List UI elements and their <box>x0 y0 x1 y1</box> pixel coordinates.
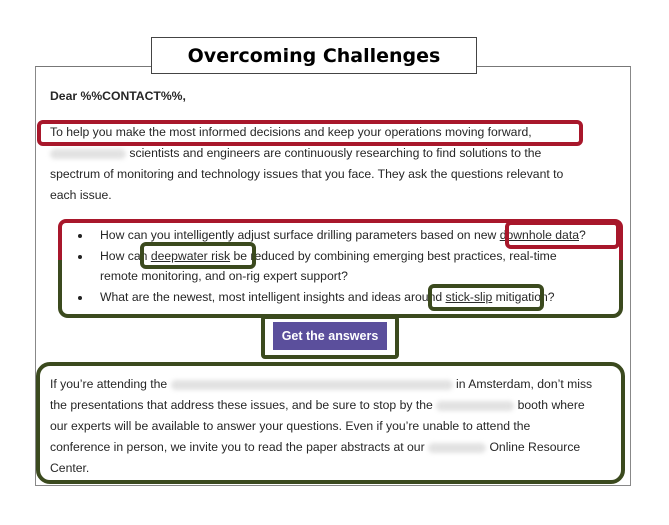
stick-slip-link[interactable]: stick-slip <box>445 290 493 304</box>
closing-line-2 <box>50 395 585 415</box>
redacted-event-name <box>171 380 453 390</box>
list-item <box>100 246 557 266</box>
closing-line-1-end: in Amsterdam, don’t miss <box>456 377 593 391</box>
intro-line-3: spectrum of monitoring and technology issues that you face. They ask the questions relevant to <box>50 167 564 181</box>
closing-line-4-start: conference in person, we invite you to read the paper abstracts at our <box>50 440 425 454</box>
bullet-2-text: How can <box>100 249 148 263</box>
bullet-2-rest: be reduced by combining emerging best practices, real-time <box>233 249 557 263</box>
redacted-company <box>436 401 514 411</box>
deepwater-risk-link[interactable]: deepwater risk <box>150 249 231 263</box>
redacted-brand <box>428 443 486 453</box>
bullet-dot <box>78 234 82 238</box>
closing-line-5: Center. <box>50 461 90 475</box>
list-item <box>100 225 586 245</box>
page-title: Overcoming Challenges <box>151 37 477 74</box>
bullet-dot <box>78 296 82 300</box>
get-the-answers-button[interactable]: Get the answers <box>273 322 387 350</box>
closing-line-1 <box>50 374 592 394</box>
downhole-data-link[interactable]: downhole data <box>499 228 579 242</box>
bullet-3-end: mitigation? <box>495 290 555 304</box>
bullet-2-line-2: remote monitoring, and on-rig expert support? <box>100 269 348 283</box>
bullet-dot <box>78 255 82 259</box>
closing-line-2-end: booth where <box>517 398 585 412</box>
closing-line-2-start: the presentations that address these issues, and be sure to stop by the <box>50 398 433 412</box>
greeting: Dear %%CONTACT%%, <box>50 89 186 103</box>
redacted-company <box>50 149 126 159</box>
closing-line-4 <box>50 437 580 457</box>
closing-line-3: our experts will be available to answer your questions. Even if you’re unable to attend the <box>50 419 531 433</box>
intro-line-2 <box>50 143 541 163</box>
bullet-3-text: What are the newest, most intelligent insights and ideas around <box>100 290 443 304</box>
closing-line-4-end: Online Resource <box>489 440 581 454</box>
closing-line-1-start: If you’re attending the <box>50 377 168 391</box>
intro-line-1: To help you make the most informed decisions and keep your operations moving forward, <box>50 125 532 139</box>
bullet-1-text: How can you intelligently adjust surface drilling parameters based on new <box>100 228 497 242</box>
bullet-1-end: ? <box>579 228 586 242</box>
intro-line-4: each issue. <box>50 188 112 202</box>
list-item <box>100 287 555 307</box>
intro-line-2-text: scientists and engineers are continuously researching to find solutions to the <box>129 146 542 160</box>
